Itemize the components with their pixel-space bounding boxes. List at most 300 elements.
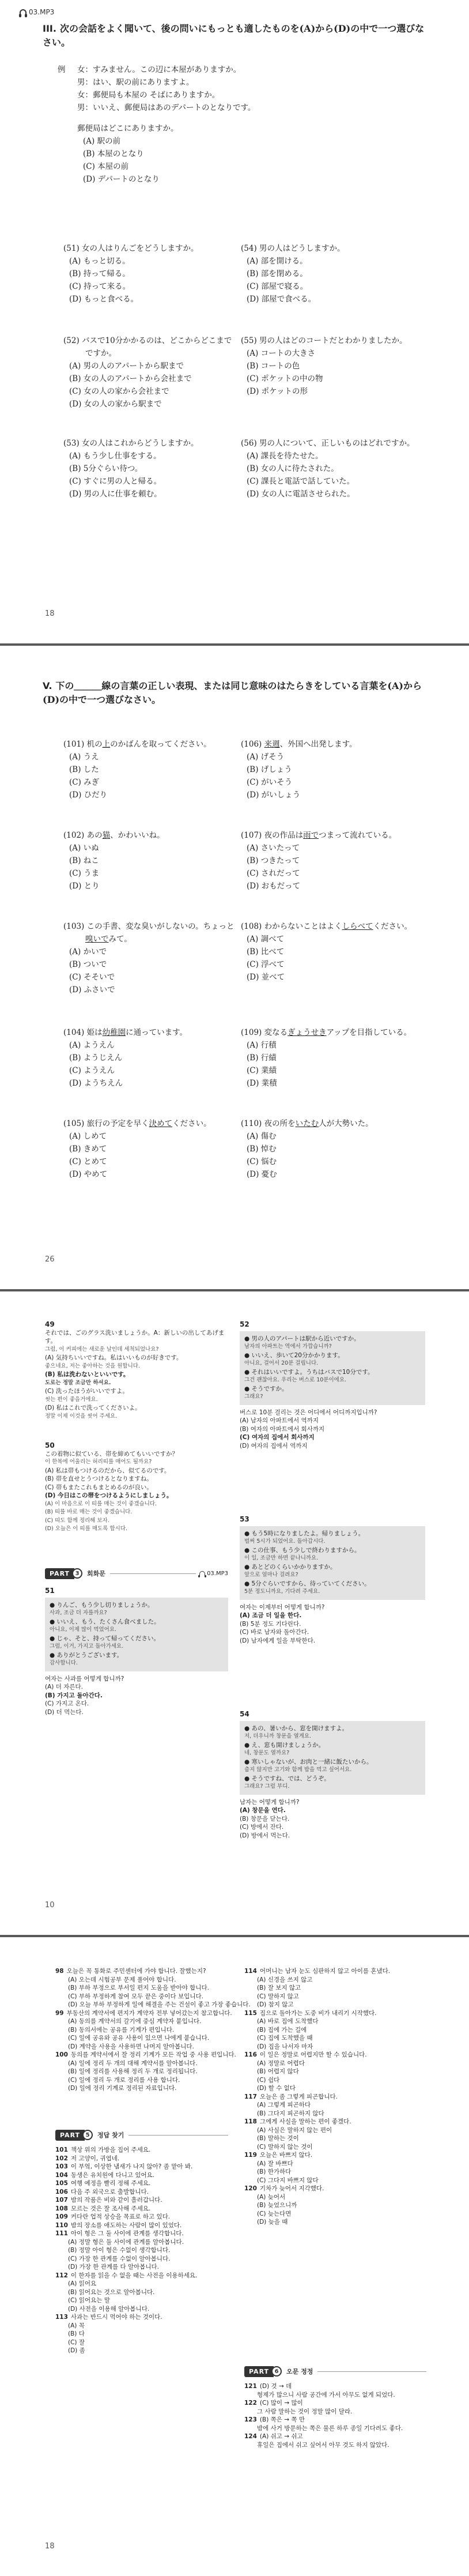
answer-subline bbox=[55, 2305, 228, 2314]
answer-text: 기차가 늦어서 지각했다. bbox=[259, 2185, 324, 2192]
example-option: (A) 駅の前 bbox=[83, 137, 121, 146]
answer-key-right bbox=[244, 1967, 426, 2227]
answer-item bbox=[244, 1967, 426, 1976]
answer-item bbox=[55, 2051, 236, 2059]
option-d[interactable]: (D) やめて bbox=[69, 1170, 108, 1179]
answer-text: (B) 집에 가는 길에 bbox=[257, 2026, 307, 2033]
answer-number: 121 bbox=[244, 2383, 257, 2390]
answer-subline bbox=[55, 2043, 228, 2051]
answer-number: 100 bbox=[55, 2051, 68, 2058]
question-106: (106) 来週、外国へ出発します。 (A) げそう (B) げしょう (C) がいそう (D) がいしょう bbox=[241, 738, 431, 801]
audio-track-label[interactable]: 03.MP3 bbox=[20, 8, 54, 16]
answer-subline bbox=[55, 2026, 228, 2035]
option-a[interactable]: (A) いぬ bbox=[69, 843, 99, 853]
answer-text: 아이 형은 그 둘 사이에 관계를 생각합니다. bbox=[70, 2230, 184, 2237]
answer-number: 104 bbox=[55, 2171, 68, 2179]
answer-text: (D) 일에 정리 기계로 정리된 자료입니다. bbox=[68, 2085, 177, 2092]
example-line: 女：すみません。この辺に本屋がありますか。 bbox=[77, 65, 241, 74]
option-d[interactable]: (D) ふさいで bbox=[69, 985, 115, 995]
audio-track-label[interactable]: 03.MP3 bbox=[199, 1571, 228, 1577]
answer-subline bbox=[244, 2168, 426, 2176]
answer-subline bbox=[55, 2076, 228, 2085]
answer-subline bbox=[55, 2059, 228, 2068]
answer-text: (A) 일에 정리 두 개의 대해 계약서를 알아봅니다. bbox=[68, 2059, 198, 2067]
option-d[interactable]: (D) 憂む bbox=[247, 1170, 277, 1179]
page-answer-explanations bbox=[0, 1291, 469, 1935]
answer-item bbox=[55, 2272, 228, 2280]
answer-text: 이 일은 정말로 어렵지만 할 수 있습니다. bbox=[259, 2051, 367, 2058]
answer-text: 휴일은 집에서 쉬고 싶어서 아무 것도 하지 않았다. bbox=[257, 2441, 389, 2449]
answer-subline bbox=[244, 2143, 426, 2152]
option-a[interactable]: (A) うえ bbox=[69, 752, 99, 762]
option-c[interactable]: (C) うま bbox=[69, 869, 100, 878]
answer-subline bbox=[244, 2026, 426, 2035]
example-option: (D) デパートのとなり bbox=[83, 175, 160, 184]
example-line: 男：いいえ、郵便局はあのデパートのとなりです。 bbox=[77, 103, 256, 112]
option-a[interactable]: (A) かいで bbox=[69, 947, 107, 956]
option-a[interactable]: (A) ようえん bbox=[69, 1041, 115, 1050]
option-d[interactable]: (D) ポケットの形 bbox=[247, 387, 308, 396]
question-103: (103) この手書、変な臭いがしないの。ちょっと嗅いでみて。 (A) かいで (B) ついで (C) そそいで (D) ふさいで bbox=[63, 920, 236, 996]
answer-text: 형제가 많으니 사람 공간에 가서 아무도 없게 되었다. bbox=[257, 2391, 395, 2398]
option-d[interactable]: (D) もっと食べる。 bbox=[69, 295, 139, 304]
answer-text: 책상 위의 가방을 집어 주세요. bbox=[70, 2146, 151, 2153]
answer-text: 이 한자를 읽을 수 없을 때는 사전을 이용하세요. bbox=[70, 2272, 198, 2279]
option-c[interactable]: (C) そそいで bbox=[69, 973, 115, 982]
answer-subline bbox=[55, 2296, 228, 2305]
answer-text: (D) 오늘 부하 부정하게 일에 해결을 주는 건설이 좋고 가장 좋습니다. bbox=[68, 2001, 251, 2008]
option-c[interactable]: (C) すぐに男の人と帰る。 bbox=[69, 477, 162, 486]
option-a[interactable]: (A) コートの大きさ bbox=[247, 349, 316, 358]
answer-text: (C) 잘 bbox=[68, 2338, 85, 2346]
answer-number: 120 bbox=[244, 2185, 257, 2192]
answer-text: (B) 잘 보지 않고 bbox=[257, 1984, 301, 1991]
answer-text: 저 고양이, 귀엽네. bbox=[70, 2155, 120, 2162]
answer-item bbox=[55, 2171, 228, 2180]
answer-text: (A) 쉬고 → 쉬고 bbox=[259, 2433, 303, 2440]
option-b[interactable]: (B) 悼む bbox=[247, 1144, 277, 1154]
answer-text: 이 부엌, 이상한 냄새가 나지 않아? 좀 맡아 봐. bbox=[70, 2163, 193, 2170]
answer-item bbox=[55, 2179, 228, 2188]
answer-item bbox=[244, 2009, 426, 2018]
answer-text: (B) 동의서에는 공유를 기계가 편입니다. bbox=[68, 2026, 175, 2033]
answer-text: (D) 좀 bbox=[68, 2347, 85, 2354]
option-c[interactable]: (C) とめて bbox=[69, 1157, 107, 1166]
option-c[interactable]: (C) ようえん bbox=[69, 1066, 115, 1075]
answer-text: 밤의 작품은 비와 같이 흘러갑니다. bbox=[70, 2197, 162, 2204]
question-108: (108) わからないことはよくしらべてください。 (A) 調べて (B) 比べて (C) 浮べて (D) 並べて bbox=[241, 920, 431, 984]
answer-subline bbox=[244, 2034, 426, 2043]
part-3-header: PART 3 회화문 03.MP3 bbox=[45, 1567, 228, 1580]
answer-text: (D) 사전을 이용해 알아봅니다. bbox=[68, 2305, 150, 2313]
answer-number: 102 bbox=[55, 2155, 68, 2162]
answer-subline bbox=[55, 2288, 228, 2297]
answer-text: 동생은 유치원에 다니고 있어요. bbox=[70, 2171, 155, 2179]
option-a[interactable]: (A) 行積 bbox=[247, 1041, 277, 1050]
question-55: (55) 男の人はどのコートだとわかりましたか。 (A) コートの大きさ (B) コートの色 (C) ポケットの中の物 (D) ポケットの形 bbox=[241, 334, 431, 398]
answer-text: (C) 집에 도착했을 때 bbox=[257, 2035, 313, 2042]
answer-item bbox=[55, 2155, 228, 2163]
answer-subline bbox=[244, 2110, 426, 2118]
answer-subline bbox=[55, 2034, 228, 2043]
option-c[interactable]: (C) されだって bbox=[247, 869, 300, 878]
answer-text: (C) 늦는다면 bbox=[257, 2210, 292, 2217]
answer-item bbox=[244, 2093, 426, 2102]
answer-text: 그에게 사실을 말하는 편이 좋겠다. bbox=[259, 2118, 351, 2125]
answer-subline bbox=[55, 2084, 228, 2093]
answer-subline bbox=[244, 2424, 426, 2433]
answer-text: (B) 한가하다 bbox=[257, 2168, 292, 2175]
option-a[interactable]: (A) さいたって bbox=[247, 843, 300, 853]
explanation-50: 50 この着物に似ている、帯を締めてもいいですか？ 이 한복에 어울리는 허리띠를 매어도 될까요? (A) 私は帯もつけるのだから、似てるのです。 (B) 帯を直せとうつけるとなりますね。 (C) 帯もまたこれもまとめるのが良い。 (D) 今日はこの帯をつけるようにしましょう。 (A) 이 마음으로 이 띠를 매는 것이 좋겠습니다. (B) 띠를 바로 매는 것이 좋겠습니다. (C) 띠도 함께 정리해 보자. (D) 오늘은 이 띠를 매도록 합시다. bbox=[45, 1441, 178, 1532]
option-b[interactable]: (B) した bbox=[69, 765, 99, 774]
answer-subline bbox=[55, 2246, 228, 2255]
question-102: (102) あの猫、かわいいね。 (A) いぬ (B) ねこ (C) うま (D) とり bbox=[63, 829, 236, 892]
answer-subline bbox=[55, 2017, 228, 2026]
answer-text: 부동산의 계약서에 편지가 계약자 전부 넣어갔는지 참고합니다. bbox=[66, 2009, 232, 2017]
question-109: (109) 変なるぎょうせきアップを目指している。 (A) 行積 (B) 行績 (C) 業績 (D) 業積 bbox=[241, 1026, 431, 1090]
answer-text: (B) 늦었으니까 bbox=[257, 2202, 297, 2209]
answer-subline bbox=[244, 2160, 426, 2168]
answer-text: (D) 할 수 없다 bbox=[257, 2085, 296, 2092]
page-number: 18 bbox=[45, 2542, 55, 2551]
answer-item bbox=[55, 2221, 228, 2230]
answer-text: (D) 계약을 사용을 사용하면 나머지 알아봅니다. bbox=[68, 2043, 194, 2050]
answer-number: 112 bbox=[55, 2272, 68, 2279]
answer-text: (A) 바로 집에 도착했다 bbox=[257, 2018, 319, 2025]
option-c[interactable]: (C) 課長と電話で話していた。 bbox=[247, 477, 355, 486]
answer-text: (C) 그다지 바쁘지 않다 bbox=[257, 2176, 319, 2184]
answer-text: (B) 쪽은 → 쪽 만 bbox=[259, 2416, 305, 2423]
answer-text: (A) 동의를 계약서의 갈기에 중심 계약자 붙입니다. bbox=[68, 2018, 202, 2025]
part-6-header: PART 6 오문 정정 bbox=[244, 2365, 426, 2378]
answer-subline bbox=[244, 2084, 426, 2093]
answer-number: 117 bbox=[244, 2093, 257, 2100]
option-c[interactable]: (C) 部屋で寝る。 bbox=[247, 282, 308, 291]
answer-item bbox=[55, 2213, 228, 2221]
page-vocabulary-section bbox=[0, 646, 469, 1289]
option-b[interactable]: (B) 比べて bbox=[247, 947, 285, 956]
answer-item bbox=[55, 2196, 228, 2205]
option-d[interactable]: (D) 部屋で食べる。 bbox=[247, 295, 316, 304]
option-b[interactable]: (B) 持って帰る。 bbox=[69, 269, 130, 278]
answer-subline bbox=[244, 2201, 426, 2210]
answer-subline bbox=[55, 1993, 228, 2001]
answer-subline bbox=[244, 2210, 426, 2219]
answer-number: 108 bbox=[55, 2205, 68, 2212]
answer-subline bbox=[244, 2218, 426, 2227]
option-b[interactable]: (B) コートの色 bbox=[247, 361, 300, 371]
answer-subline bbox=[55, 2347, 228, 2355]
answer-item bbox=[55, 2205, 228, 2213]
answer-subline bbox=[244, 2391, 426, 2400]
answer-item bbox=[244, 2416, 426, 2424]
question-110: (110) 夜の所をいたむ人が大勢いた。 (A) 傷む (B) 悼む (C) 悩む (D) 憂む bbox=[241, 1117, 431, 1181]
option-d[interactable]: (D) ようちえん bbox=[69, 1079, 123, 1088]
example-label: 例 bbox=[58, 65, 66, 74]
answer-text: (A) 그렇게 피곤하다 bbox=[257, 2102, 311, 2108]
answer-subline bbox=[55, 2067, 228, 2076]
answer-number: 122 bbox=[244, 2400, 257, 2406]
option-a[interactable]: (A) 課長を待たせた。 bbox=[247, 451, 323, 461]
answer-text: (A) 신경을 쓰지 않고 bbox=[257, 1976, 313, 1983]
answer-subline bbox=[55, 2238, 228, 2247]
answer-text: 밤에 사거 방문하는 쪽은 물론 하루 종일 기다려도 좋다. bbox=[257, 2424, 403, 2432]
answer-text: 그 사람 말하는 것이 정말 많이 달라. bbox=[257, 2408, 353, 2415]
option-d[interactable]: (D) 並べて bbox=[247, 973, 285, 982]
answer-text: 오늘은 꼭 통화로 주민센터에 가야 합니다. 잘했는지? bbox=[66, 1968, 206, 1975]
part-5-header: PART 5 정답 찾기 bbox=[55, 2129, 228, 2141]
answer-item bbox=[244, 2432, 426, 2441]
answer-text: (C) 일에 정리 두 개로 정리를 사용 합니다. bbox=[68, 2076, 180, 2084]
answer-subline bbox=[55, 2338, 228, 2347]
answer-item bbox=[55, 2146, 228, 2155]
answer-text: 다음 주 외국으로 출발합니다. bbox=[70, 2188, 149, 2195]
answer-subline bbox=[244, 1993, 426, 2001]
option-a[interactable]: (A) 部を開ける。 bbox=[247, 257, 308, 266]
answer-text: (C) 읽어요는 말 bbox=[68, 2297, 110, 2304]
answer-item bbox=[244, 2151, 426, 2160]
option-c[interactable]: (C) 浮べて bbox=[247, 960, 285, 969]
answer-number: 114 bbox=[244, 1968, 257, 1975]
answer-text: (D) 것 → 데 bbox=[259, 2383, 292, 2390]
answer-subline bbox=[55, 1976, 228, 1984]
answer-key-part5 bbox=[55, 2146, 228, 2355]
answer-number: 99 bbox=[55, 2009, 64, 2017]
option-b[interactable]: (B) 女の人に待たされた。 bbox=[247, 464, 339, 473]
option-c[interactable]: (C) 女の人の家から会社まで bbox=[69, 387, 169, 396]
option-d[interactable]: (D) 女の人に電話させられた。 bbox=[247, 489, 355, 499]
answer-text: (D) 가장 한 관계를 다 알아봅니다. bbox=[68, 2264, 160, 2270]
answer-subline bbox=[244, 2193, 426, 2202]
question-104: (104) 姫は幼稚園に通っています。 (A) ようえん (B) ようじえん (C) ようえん (D) ようちえん bbox=[63, 1026, 236, 1090]
answer-item bbox=[244, 2399, 426, 2408]
answer-text: (B) 다 bbox=[68, 2330, 85, 2337]
answer-subline bbox=[244, 1984, 426, 1993]
answer-number: 106 bbox=[55, 2188, 68, 2195]
answer-subline bbox=[55, 2263, 228, 2272]
option-a[interactable]: (A) 傷む bbox=[247, 1132, 277, 1141]
option-c[interactable]: (C) がいそう bbox=[247, 778, 293, 787]
option-b[interactable]: (B) つきたって bbox=[247, 856, 300, 865]
answer-subline bbox=[244, 2059, 426, 2068]
example-line: 女：郵便局も本屋の そばにありますか。 bbox=[77, 91, 220, 100]
answer-text: (C) 말하지 않는 것이 bbox=[257, 2143, 313, 2151]
answer-item bbox=[55, 2229, 228, 2238]
option-a[interactable]: (A) 調べて bbox=[247, 935, 285, 944]
answer-text: (A) 꼭 bbox=[68, 2322, 85, 2329]
answer-number: 123 bbox=[244, 2416, 257, 2423]
answer-key-part6 bbox=[244, 2382, 426, 2449]
question-54: (54) 男の人はどうしますか。 (A) 部を開ける。 (B) 部を閉める。 (C) 部屋で寝る。 (D) 部屋で食べる。 bbox=[241, 242, 431, 306]
section-heading: V. 下の＿＿＿線の言葉の正しい表現、または同じ意味のはたらきをしている言葉を(A)から(D)の中で一つ選びなさい。 bbox=[43, 680, 422, 705]
question-52: (52) バスで10分かかるのは、どこからどこまでですか。 (A) 男の人のアパートから駅まで (B) 女の人のアパートから会社まで (C) 女の人の家から会社まで (D) 女の人の家から駅まで bbox=[63, 334, 236, 410]
option-c[interactable]: (C) ポケットの中の物 bbox=[247, 374, 323, 383]
answer-text: (C) 부하 부정하게 참여 모두 끝은 중이다 보입니다. bbox=[68, 1993, 203, 2000]
answer-text: 밤의 장소를 애도하는 사람이 많이 있었다. bbox=[70, 2221, 182, 2229]
answer-subline bbox=[244, 2126, 426, 2135]
example-option: (B) 本屋のとなり bbox=[83, 149, 144, 159]
answer-text: 여행 예정을 빨리 정해 주세요. bbox=[70, 2180, 151, 2187]
answer-text: (A) 읽어요 bbox=[68, 2280, 97, 2287]
answer-text: (B) 부하 부정으로 부서일 편지 도움을 받아야 합니다. bbox=[68, 1984, 209, 1991]
answer-number: 98 bbox=[55, 1968, 64, 1975]
answer-text: (B) 말하는 것이 bbox=[257, 2135, 299, 2142]
answer-number: 107 bbox=[55, 2197, 68, 2204]
question-51: (51) 女の人はりんごをどうしますか。 (A) もっと切る。 (B) 持って帰る。 (C) 持って来る。 (D) もっと食べる。 bbox=[63, 242, 236, 306]
explanation-53: 53 ● もう5時になりましたよ。帰りましょう。 벌써 5시가 되었어요. 돌아갑시다. ● この仕事、もう少しで終わりますから。 이 일, 조금만 하면 끝나니까요. ● あとどのくらいかかりますか。 앞으로 얼마나 걸려요? ● 5分ぐらいですから、待っていてください。 5분 정도니까요, 기다려 주세요. 여자는 이제부터 어떻게 합니까? (A) 조금 더 일을 한다. (B) 5분 정도 기다린다. (C) 바로 남자와 돌아간다. (D) 남자에게 일을 부탁한다. bbox=[240, 1515, 425, 1645]
example-option: (C) 本屋の前 bbox=[83, 162, 129, 171]
answer-subline bbox=[55, 2280, 228, 2288]
answer-subline bbox=[244, 2043, 426, 2051]
answer-text: (D) 참지 않고 bbox=[257, 2001, 294, 2008]
answer-text: (A) 오는데 시험공부 문제 풀어야 합니다. bbox=[68, 1976, 176, 1983]
answer-number: 110 bbox=[55, 2221, 68, 2229]
answer-text: (D) 늦을 때 bbox=[257, 2219, 288, 2225]
answer-text: (C) 많이 → 많이 bbox=[259, 2400, 303, 2406]
answer-item bbox=[55, 2009, 232, 2018]
option-a[interactable]: (A) げそう bbox=[247, 752, 285, 762]
question-107: (107) 夜の作品は雨でつまって流れている。 (A) さいたって (B) つきたって (C) されだって (D) おもだって bbox=[241, 829, 431, 892]
answer-subline bbox=[55, 2322, 228, 2330]
option-d[interactable]: (D) ひだり bbox=[69, 790, 108, 800]
answer-number: 101 bbox=[55, 2146, 68, 2153]
answer-text: 오늘은 좀 그렇게 피곤합니다. bbox=[259, 2093, 338, 2100]
option-c[interactable]: (C) みぎ bbox=[69, 778, 100, 787]
answer-text: (B) 읽어요는 것으로 알아봅니다. bbox=[68, 2288, 155, 2296]
answer-subline bbox=[244, 2076, 426, 2085]
answer-text: (C) 쉽다 bbox=[257, 2076, 280, 2084]
answer-subline bbox=[244, 2134, 426, 2143]
answer-text: (C) 가장 한 관계를 수없이 알아봅니다. bbox=[68, 2255, 171, 2262]
answer-number: 116 bbox=[244, 2051, 257, 2058]
answer-text: 커다란 업적 상승을 목표로 하고 있다. bbox=[70, 2213, 171, 2220]
option-d[interactable]: (D) 女の人の家から駅まで bbox=[69, 400, 162, 409]
headphones-icon bbox=[199, 1571, 205, 1576]
question-56: (56) 男の人について、正しいものはどれですか。 (A) 課長を待たせた。 (B) 女の人に待たされた。 (C) 課長と電話で話していた。 (D) 女の人に電話させられた。 bbox=[241, 437, 431, 500]
page-listening-section bbox=[0, 0, 469, 643]
answer-subline bbox=[244, 2441, 426, 2450]
answer-text: (B) 정말 아이 형은 수없이 생각합니다. bbox=[68, 2247, 171, 2254]
answer-text: 집으로 돌아가는 도중 비가 내리기 시작했다. bbox=[259, 2009, 377, 2017]
headphones-icon bbox=[20, 9, 27, 15]
answer-item bbox=[244, 2118, 426, 2126]
answer-subline bbox=[244, 2001, 426, 2009]
answer-text: 사과는 반드시 먹어야 하는 것이다. bbox=[70, 2314, 162, 2321]
answer-number: 118 bbox=[244, 2118, 257, 2125]
answer-text: (A) 사실은 말하지 않는 편이 bbox=[257, 2126, 332, 2134]
option-b[interactable]: (B) 5分ぐらい待つ。 bbox=[69, 464, 143, 473]
option-a[interactable]: (A) しめて bbox=[69, 1132, 107, 1141]
option-a[interactable]: (A) もっと切る。 bbox=[69, 257, 130, 266]
answer-text: 어머니는 남자 눈도 심판하지 않고 아이를 혼냈다. bbox=[259, 1968, 391, 1975]
example-question: 郵便局はどこにありますか。 bbox=[77, 124, 179, 133]
answer-subline bbox=[244, 2067, 426, 2076]
answer-subline bbox=[244, 2101, 426, 2110]
answer-text: (C) 일에 공유와 공유 사용이 있으면 나에게 붙습니다. bbox=[68, 2035, 210, 2042]
question-101: (101) 机の上のかばんを取ってください。 (A) うえ (B) した (C) みぎ (D) ひだり bbox=[63, 738, 236, 801]
example-block bbox=[60, 63, 360, 186]
answer-subline bbox=[55, 2330, 228, 2338]
answer-number: 109 bbox=[55, 2213, 68, 2220]
answer-subline bbox=[244, 2017, 426, 2026]
explanation-54: 54 ● あの、暑いから、窓を開けますよ。 저, 더우니까 창문을 열게요. ● え、窓も開けましょうか。 네, 창문도 열까요? ● 寒いしゃないが、お肉と一緒に飯たいから。 춥지 않지만 고기와 함께 밥을 먹고 싶어서요. ● そうですね、では、どうぞ。 그래요? 그럼 부디. 남자는 어떻게 합니까? (A) 창문을 연다. (B) 창문을 닫는다. (C) 방에서 잔다. (D) 방에서 먹는다. bbox=[240, 1710, 425, 1840]
option-c[interactable]: (C) 業績 bbox=[247, 1066, 277, 1075]
page-number: 26 bbox=[45, 1255, 55, 1264]
option-b[interactable]: (B) 部を閉める。 bbox=[247, 269, 308, 278]
page-answer-key bbox=[0, 1937, 469, 2576]
answer-text: (C) 말하지 않고 bbox=[257, 1993, 299, 2000]
answer-subline bbox=[244, 2176, 426, 2185]
answer-number: 119 bbox=[244, 2152, 257, 2159]
answer-number: 105 bbox=[55, 2180, 68, 2187]
option-b[interactable]: (B) ねこ bbox=[69, 856, 99, 865]
answer-text: (A) 늦어서 bbox=[257, 2193, 286, 2201]
answer-number: 103 bbox=[55, 2163, 68, 2170]
option-d[interactable]: (D) とり bbox=[69, 882, 100, 891]
explanation-51: 51 ● りんご、もう少し切りましょうか。 사과, 조금 더 자를까요? ● いいえ、もう、たくさん食べました。 아니요, 이제 많이 먹었어요. ● じゃ、そと、持って帰ってください。 그럼, 이거, 가지고 돌아가세요. ● ありがとうございます。 감사합니다. 여자는 사과를 어떻게 합니까? (A) 더 자른다. (B) 가지고 돌아간다. (C) 가지고 온다. (D) 더 먹는다. bbox=[45, 1587, 228, 1716]
option-a[interactable]: (A) もう少し仕事をする。 bbox=[69, 451, 161, 461]
option-b[interactable]: (B) ついで bbox=[69, 960, 107, 969]
option-a[interactable]: (A) 男の人のアパートから駅まで bbox=[69, 361, 184, 371]
option-d[interactable]: (D) おもだって bbox=[247, 882, 301, 891]
option-b[interactable]: (B) ようじえん bbox=[69, 1053, 123, 1063]
answer-subline bbox=[244, 2408, 426, 2416]
answer-subline bbox=[244, 1976, 426, 1984]
answer-item bbox=[55, 2163, 228, 2171]
option-b[interactable]: (B) げしょう bbox=[247, 765, 292, 774]
option-d[interactable]: (D) がいしょう bbox=[247, 790, 301, 800]
answer-text: 동의를 계약서에서 잘 정리 기계가 모든 작업 중 사용 편입니다. bbox=[70, 2051, 236, 2058]
answer-number: 113 bbox=[55, 2314, 68, 2321]
answer-number: 111 bbox=[55, 2230, 68, 2237]
answer-subline bbox=[55, 2255, 228, 2264]
answer-text: (A) 정말 형은 둘 사이에 관계를 알아봅니다. bbox=[68, 2238, 184, 2246]
question-53: (53) 女の人はこれからどうしますか。 (A) もう少し仕事をする。 (B) 5分ぐらい待つ。 (C) すぐに男の人と帰る。 (D) 男の人に仕事を頼む。 bbox=[63, 437, 236, 500]
section-heading: III. 次の会話をよく聞いて、後の問いにもっとも適したものを(A)から(D)の中で一つ選びなさい。 bbox=[43, 23, 425, 48]
answer-item bbox=[244, 2185, 426, 2193]
answer-item bbox=[244, 2382, 426, 2391]
explanation-49: 49 それでは、ごのグラス洗いましょうか。A：新しいの出してあげます。 그럼, 이 커피에는 새로운 날인데 세척되었나요? (A) 気持ちいいですね。私はいいものが好きです。 좋으네요, 저는 좋아하는 것을 원합니다. (B) 私は洗わないといいです。 도로는 정말 조금만 하셔요. (C) 洗ったほうがいいですよ。 씻는 편이 좋을거에요. (D) 私はこれで洗ってくださいよ。 정말 이제 이것을 씻어 주세요. bbox=[45, 1320, 225, 1419]
answer-item bbox=[55, 1967, 228, 1976]
answer-subline bbox=[55, 1984, 228, 1993]
answer-subline bbox=[55, 2001, 251, 2009]
answer-text: 오늘은 바쁘지 않다. bbox=[259, 2152, 313, 2159]
page-number: 10 bbox=[45, 1901, 55, 1910]
answer-item bbox=[244, 2051, 426, 2059]
answer-text: (B) 일에 정리를 사용해 정리 두 개로 정리됩니다. bbox=[68, 2068, 198, 2075]
option-b[interactable]: (B) 行績 bbox=[247, 1053, 277, 1063]
option-d[interactable]: (D) 男の人に仕事を頼む。 bbox=[69, 489, 162, 499]
answer-text: (D) 집을 나서자 마자 bbox=[257, 2043, 313, 2050]
answer-number: 124 bbox=[244, 2433, 257, 2440]
answer-text: (A) 잘 바쁘다 bbox=[257, 2160, 293, 2167]
answer-text: (A) 정말로 어렵다 bbox=[257, 2059, 305, 2067]
page-number: 18 bbox=[45, 609, 55, 618]
option-c[interactable]: (C) 持って来る。 bbox=[69, 282, 131, 291]
option-b[interactable]: (B) きめて bbox=[69, 1144, 107, 1154]
answer-text: 모르는 것은 잘 조사해 주세요. bbox=[70, 2205, 151, 2212]
answer-item bbox=[55, 2188, 228, 2197]
question-105: (105) 旅行の予定を早く決めてください。 (A) しめて (B) きめて (C) とめて (D) やめて bbox=[63, 1117, 236, 1181]
explanation-52: 52 ● 男の人のアパートは駅から近いですか。 남자의 아파트는 역에서 가깝습니까? ● いいえ、歩いて20分かかります。 아니요, 걸어서 20분 걸립니다. ● それはいいですよ。うちはバスで10分です。 그건 괜찮아요. 우리는 버스로 10분이에요. ● そうですか。 그래요? 버스로 10분 걸리는 것은 어디에서 어디까지입니까? (A) 남자의 아파트에서 역까지 (B) 여자의 아파트에서 회사까지 (C) 여자의 집에서 회사까지 (D) 여자의 집에서 역까지 bbox=[240, 1320, 425, 1450]
answer-text: (B) 어렵지 않다 bbox=[257, 2068, 299, 2075]
answer-item bbox=[55, 2313, 228, 2322]
option-d[interactable]: (D) 業積 bbox=[247, 1079, 277, 1088]
option-b[interactable]: (B) 女の人のアパートから会社まで bbox=[69, 374, 192, 383]
option-c[interactable]: (C) 悩む bbox=[247, 1157, 277, 1166]
example-line: 男：はい、駅の前にありますよ。 bbox=[77, 78, 194, 87]
